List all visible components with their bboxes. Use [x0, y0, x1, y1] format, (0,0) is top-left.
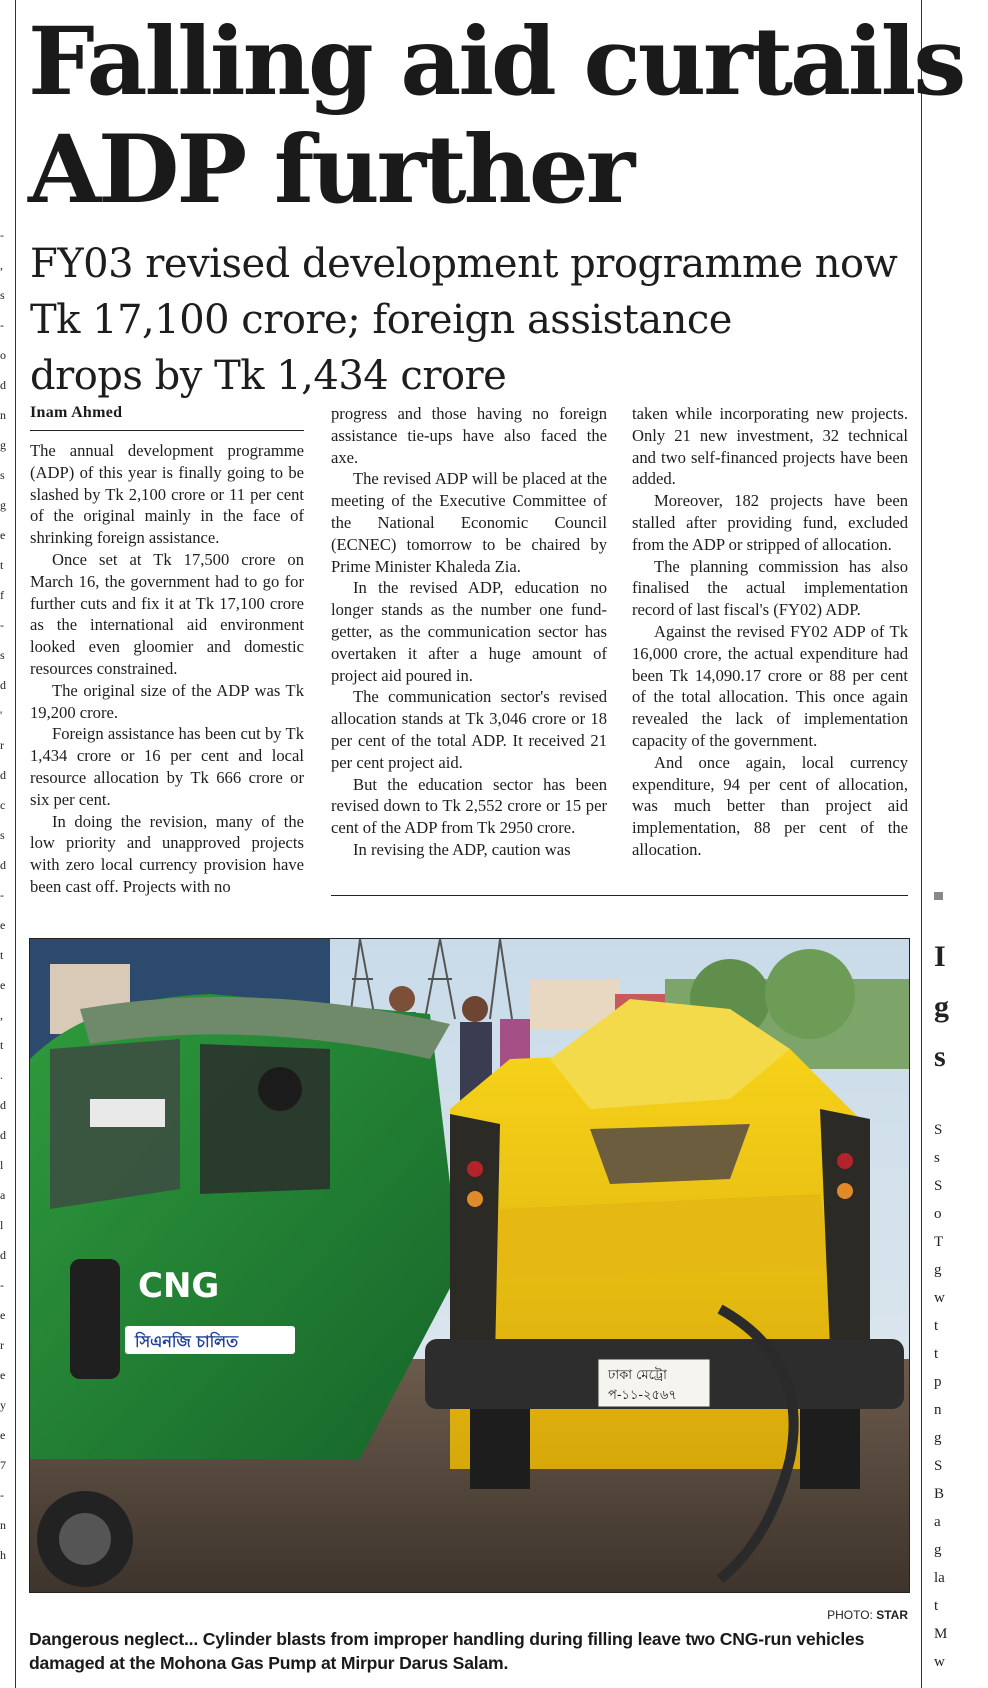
adjacent-text-fragment: -: [0, 1488, 4, 1502]
adjacent-text-fragment: s: [0, 828, 5, 842]
article-paragraph: But the education sector has been revised down to Tk 2,552 crore or 15 per cent of the ADP from Tk 2950 crore.: [331, 774, 607, 838]
photo-caption: Dangerous neglect... Cylinder blasts from improper handling during filling leave two CNG-run vehicles damaged at the Mohona Gas Pump at Mirpur Darus Salam.: [29, 1629, 865, 1673]
article-paragraph: Moreover, 182 projects have been stalled after providing fund, excluded from the ADP or stripped of allocation.: [632, 491, 908, 554]
article-paragraph: The original size of the ADP was Tk 19,200 crore.: [30, 680, 304, 722]
adjacent-text-fragment: ': [0, 708, 3, 722]
adjacent-text-fragment: r: [0, 1338, 4, 1352]
adjacent-text-fragment: t: [0, 558, 4, 572]
article-paragraph: In the revised ADP, education no longer stands as the number one fund-getter, as the communication sector has overtaken it after a huge amount of project aid poured in.: [331, 578, 607, 685]
adjacent-text-fragment: -: [0, 318, 4, 332]
adjacent-text-fragment: p: [934, 1374, 942, 1390]
adjacent-text-fragment: S: [934, 1178, 943, 1194]
adjacent-text-fragment: f: [0, 588, 4, 602]
story-end-rule: [331, 895, 908, 896]
photo-credit-prefix: PHOTO:: [827, 1608, 873, 1622]
article-column-1: [30, 440, 304, 896]
adjacent-text-fragment: la: [934, 1570, 945, 1586]
adjacent-text-fragment: d: [0, 1248, 6, 1262]
adjacent-text-fragment: d: [0, 1098, 6, 1112]
adjacent-text-fragment: t: [0, 948, 4, 962]
adjacent-text-fragment: T: [934, 1234, 944, 1250]
adjacent-text-fragment: t: [934, 1598, 939, 1614]
plate-lettering: ঢাকা মেট্রো: [608, 1368, 667, 1383]
adjacent-text-fragment: -: [0, 1278, 4, 1292]
adjacent-text-fragment: g: [0, 438, 6, 452]
adjacent-text-fragment: a: [934, 1514, 941, 1530]
adjacent-text-fragment: e: [0, 1368, 6, 1382]
article-paragraph: And once again, local currency expenditure, 94 per cent of allocation, was much better than project aid implementation, 88 per cent of the allocation.: [632, 752, 908, 859]
adjacent-text-fragment: e: [0, 1428, 6, 1442]
adjacent-text-fragment: s: [934, 1150, 940, 1166]
article-paragraph: In revising the ADP, caution was: [353, 839, 571, 859]
adjacent-text-fragment: t: [0, 1038, 4, 1052]
adjacent-text-fragment: g: [934, 1430, 942, 1446]
photo-credit-name: STAR: [876, 1608, 908, 1622]
adjacent-text-fragment: -: [0, 888, 4, 902]
adjacent-text-fragment: d: [0, 768, 6, 782]
adjacent-text-fragment: S: [934, 1122, 943, 1138]
adjacent-text-fragment: d: [0, 858, 6, 872]
adjacent-text-fragment: e: [0, 918, 6, 932]
article-paragraph: progress and those having no foreign assistance tie-ups have also faced the axe.: [331, 404, 607, 467]
adjacent-text-fragment: ,: [0, 258, 3, 272]
plate-number: প-১১-২৫৬৭: [608, 1388, 677, 1403]
adjacent-text-fragment: d: [0, 1128, 6, 1142]
left-column-rule: [15, 0, 16, 1688]
adjacent-text-fragment: l: [0, 1218, 4, 1232]
adjacent-text-fragment: B: [934, 1486, 945, 1502]
article-paragraph: The annual development programme (ADP) of this year is finally going to be slashed by Tk 2,100 crore or 11 per cent of the original mainly in the face of shrinking foreign assistance.: [30, 441, 304, 548]
adjacent-story-right-body: [934, 0, 948, 1688]
adjacent-story-marker: [934, 892, 943, 900]
adjacent-text-fragment: n: [0, 1518, 6, 1532]
adjacent-text-fragment: n: [934, 1402, 942, 1418]
right-column-rule: [921, 0, 922, 1688]
cng-lettering: CNG: [138, 1266, 220, 1306]
subheadline: FY03 revised development programme now Tk 17,100 crore; foreign assistance drops by Tk 1,434 crore: [30, 241, 898, 399]
article-paragraph: Against the revised FY02 ADP of Tk 16,000 crore, the actual expenditure had been Tk 14,090.17 crore or 88 per cent of the total allocation. This once again revealed the lack of implementation capacity of the government.: [632, 621, 908, 750]
article-paragraph: The communication sector's revised allocation stands at Tk 3,046 crore or 18 per cent of the total ADP. It received 21 per cent project aid.: [331, 687, 607, 772]
article-paragraph: In doing the revision, many of the low priority and unapproved projects with zero local currency provision have been cast off. Projects with no: [30, 811, 304, 896]
article-paragraph: Foreign assistance has been cut by Tk 1,434 crore or 16 per cent and local resource allocation by Tk 666 crore or six per cent.: [30, 724, 304, 809]
adjacent-text-fragment: M: [934, 1626, 948, 1642]
adjacent-text-fragment: r: [0, 738, 4, 752]
adjacent-text-fragment: s: [0, 288, 5, 302]
adjacent-text-fragment: e: [0, 978, 6, 992]
adjacent-text-fragment: w: [934, 1290, 945, 1306]
byline: [30, 404, 304, 431]
article-paragraph: Once set at Tk 17,500 crore on March 16, the government had to go for further cuts and fix it at Tk 17,100 crore as the international aid environment looked even gloomier and domestic resources constrained.: [30, 549, 304, 678]
adjacent-text-fragment: -: [0, 228, 4, 242]
article-column-3: [632, 403, 908, 897]
article-paragraph: taken while incorporating new projects. Only 21 new investment, 32 technical and two self-financed projects have been added.: [632, 404, 908, 489]
cng-bangla-label: সিএনজি চালিত: [135, 1332, 239, 1351]
adjacent-text-fragment: .: [0, 1068, 3, 1082]
headline: Falling aid curtails ADP further: [28, 7, 964, 225]
adjacent-column-left: [0, 0, 14, 1688]
adjacent-text-fragment: n: [0, 408, 6, 422]
news-photo: [29, 938, 910, 1593]
adjacent-text-fragment: w: [934, 1654, 945, 1670]
adjacent-text-fragment: a: [0, 1188, 6, 1202]
adjacent-text-fragment: d: [0, 678, 6, 692]
adjacent-text-fragment: l: [0, 1158, 4, 1172]
adjacent-text-fragment: o: [934, 1206, 942, 1222]
adjacent-text-fragment: o: [0, 348, 6, 362]
adjacent-text-fragment: y: [0, 1398, 6, 1412]
adjacent-text-fragment: e: [0, 1308, 6, 1322]
adjacent-text-fragment: e: [0, 528, 6, 542]
adjacent-text-fragment: 7: [0, 1458, 6, 1472]
adjacent-text-fragment: g: [0, 498, 6, 512]
adjacent-text-fragment: t: [934, 1318, 939, 1334]
article-column-2: [331, 403, 607, 897]
adjacent-text-fragment: ,: [0, 1008, 3, 1022]
adjacent-text-fragment: c: [0, 798, 6, 812]
article-paragraph: The planning commission has also finalised the actual implementation record of last fiscal's (FY02) ADP.: [632, 556, 908, 620]
adjacent-text-fragment: -: [0, 618, 4, 632]
adjacent-text-fragment: g: [934, 1542, 942, 1558]
byline-name: Inam Ahmed: [30, 404, 123, 421]
adjacent-text-fragment: t: [934, 1346, 939, 1362]
adjacent-text-fragment: g: [934, 1262, 942, 1278]
adjacent-text-fragment: s: [0, 468, 5, 482]
photo-credit: [760, 1608, 908, 1622]
adjacent-title-fragment: I: [934, 940, 946, 973]
adjacent-text-fragment: S: [934, 1458, 943, 1474]
photo-illustration: [30, 939, 909, 1592]
article-paragraph: The revised ADP will be placed at the meeting of the Executive Committee of the National Economic Council (ECNEC) tomorrow to be chaired by Prime Minister Khaleda Zia.: [331, 469, 607, 576]
adjacent-text-fragment: s: [0, 648, 5, 662]
adjacent-text-fragment: d: [0, 378, 6, 392]
adjacent-text-fragment: h: [0, 1548, 6, 1562]
adjacent-title-fragment: g: [934, 990, 949, 1023]
adjacent-title-fragment: s: [934, 1040, 946, 1073]
